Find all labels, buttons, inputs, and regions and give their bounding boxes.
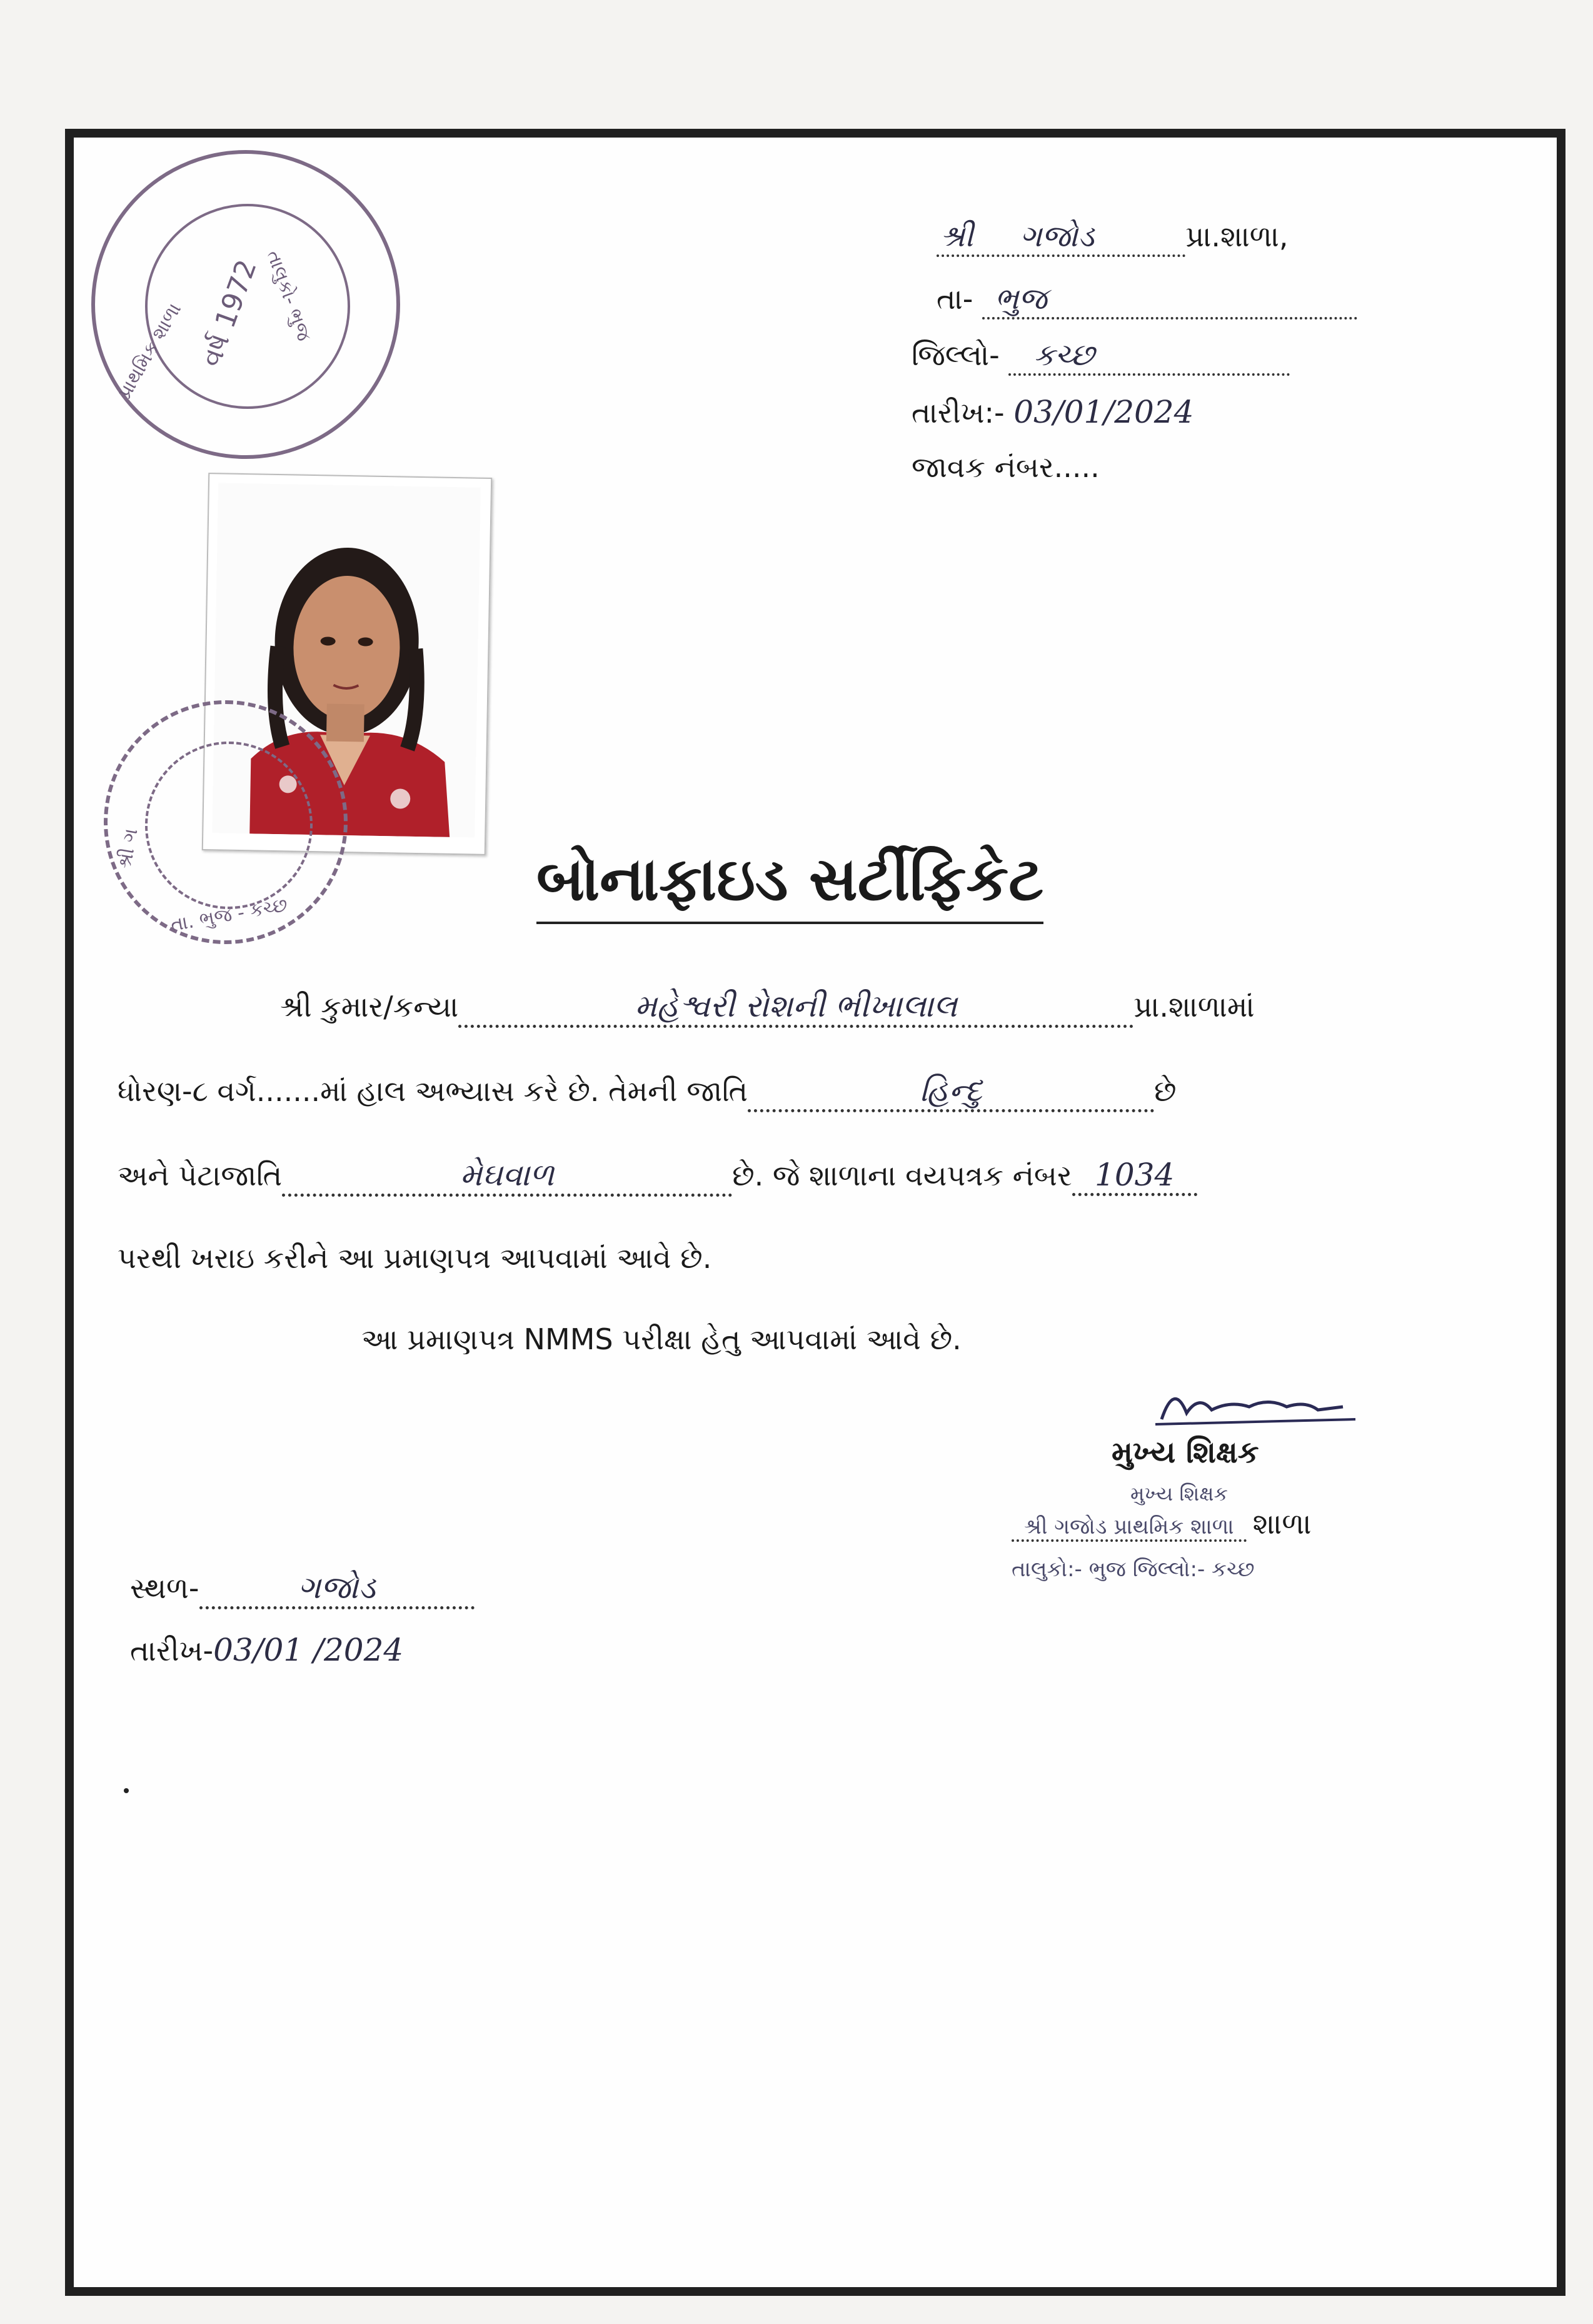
header-taluka-line <box>937 281 1357 319</box>
district-value: કચ્છ <box>1033 338 1095 373</box>
header-date-line <box>912 394 1193 431</box>
outward-number: જાવક નંબર..... <box>912 450 1100 484</box>
caste-value: હિન્દુ <box>748 1072 1154 1112</box>
place-value: ગજોડ <box>199 1569 475 1609</box>
school-name-value: ગજોડ <box>1020 219 1095 254</box>
header-district-line <box>912 338 1290 376</box>
footer-date-line <box>130 1632 403 1669</box>
seal-text-3: પ્રાથમિક શાળા <box>114 299 186 403</box>
footer-place-line <box>130 1569 475 1609</box>
body-line-4: પરથી ખરાઇ કરીને આ પ્રમાણપત્ર આપવામાં આવે છે. <box>118 1241 712 1275</box>
body-line-2 <box>118 1072 1177 1112</box>
stray-dot <box>124 1788 129 1793</box>
taluka-value: ભુજ <box>995 281 1047 316</box>
certificate-sheet <box>65 129 1565 2296</box>
headmaster-signature <box>1149 1376 1362 1432</box>
body-line-5: આ પ્રમાણપત્ર NMMS પરીક્ષા હેતુ આપવામાં આવે છે. <box>361 1322 962 1356</box>
student-name-value: મહેશ્વરી રોશની ભીખાલાલ <box>458 988 1133 1028</box>
school-seal-top <box>91 150 400 459</box>
footer-date-label: તારીખ- <box>130 1634 214 1668</box>
school-prefix: શ્રી <box>940 219 973 254</box>
headmaster-stamp-title: મુખ્ય શિક્ષક <box>1130 1482 1229 1506</box>
header-school-line <box>937 219 1289 257</box>
headmaster-title: મુખ્ય શિક્ષક <box>1112 1435 1259 1470</box>
header-date-label: તારીખ:- <box>912 396 1005 430</box>
school-suffix: પ્રા.શાળા, <box>1185 219 1289 253</box>
headmaster-school-suffix: શાળા <box>1252 1507 1312 1541</box>
subcaste-label: અને પેટાજાતિ <box>118 1159 283 1192</box>
subcaste-value: મેઘવાળ <box>282 1157 732 1197</box>
taluka-label: તા- <box>937 282 973 316</box>
standard-text: ધોરણ-૮ વર્ગ.......માં હાલ અભ્યાસ કરે છે. તેમની જાતિ <box>118 1074 748 1108</box>
stamp-school-name: શ્રી ગજોડ પ્રાથમિક શાળા <box>1024 1514 1234 1539</box>
seal-text-2: તાલુકો- ભુજ <box>262 248 315 345</box>
register-number-value: 1034 <box>1072 1157 1197 1196</box>
caste-suffix: છે <box>1153 1074 1177 1108</box>
register-label: છે. જે શાળાના વયપત્રક નંબર <box>732 1159 1072 1192</box>
school-name-suffix: પ્રા.શાળામાં <box>1133 990 1255 1024</box>
footer-date-value: 03/01 /2024 <box>213 1632 404 1668</box>
seal-text-1: વર્ષ 1972 <box>195 255 263 371</box>
place-label: સ્થળ- <box>130 1571 199 1605</box>
seal-mid-text-1: શ્રી ગ <box>114 827 143 871</box>
body-line-1 <box>280 988 1255 1028</box>
certificate-title: બોનાફાઇડ સર્ટીફિકેટ <box>536 844 1043 924</box>
headmaster-school-line <box>1012 1507 1311 1542</box>
school-seal-middle <box>104 700 348 944</box>
body-line-3 <box>118 1157 1197 1197</box>
student-prefix: શ્રી કુમાર/કન્યા <box>280 990 459 1024</box>
district-label: જિલ્લો- <box>912 338 1000 372</box>
headmaster-stamp-address: તાલુકો:- ભુજ જિલ્લો:- કચ્છ <box>1012 1557 1255 1582</box>
seal-mid-text-2: તા. ભુજ - કચ્છ <box>169 893 289 937</box>
header-date-value: 03/01/2024 <box>1013 394 1194 430</box>
